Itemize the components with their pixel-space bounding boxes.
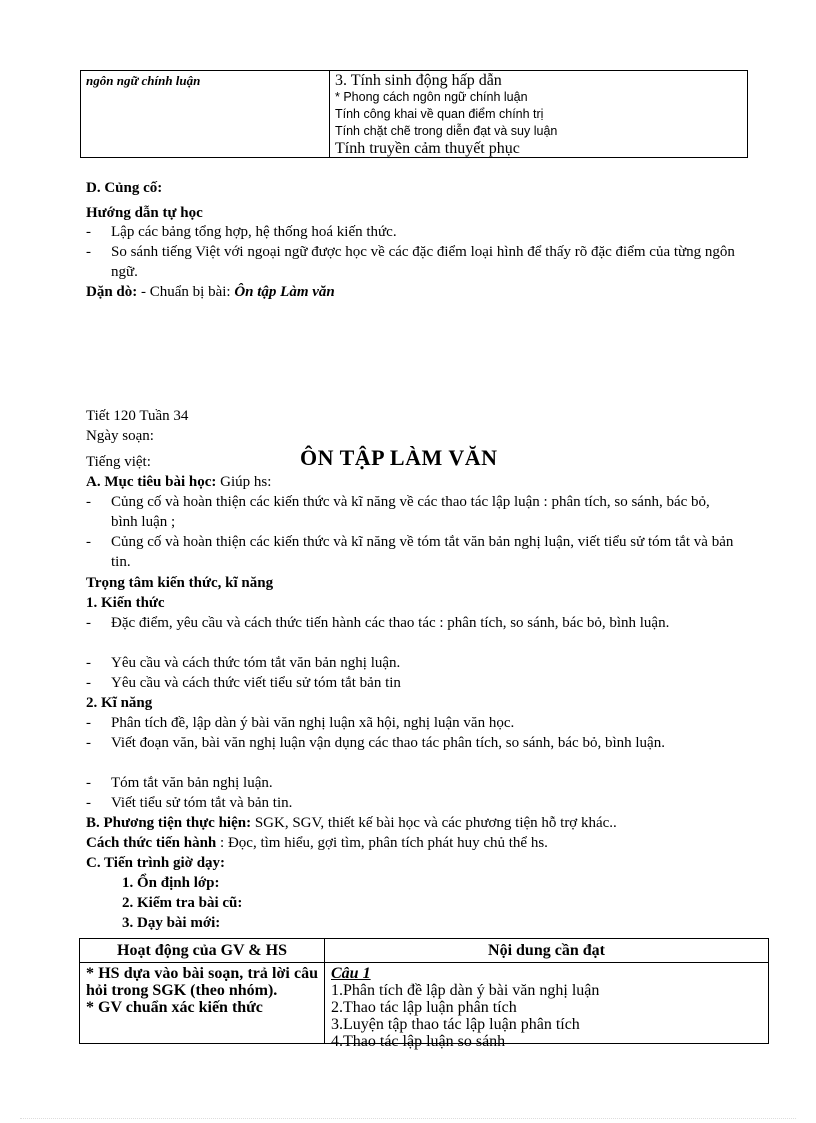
skills-bullet: - Viết đoạn văn, bài văn nghị luận vận dụng các thao tác phân tích, so sánh, bác bỏ, bình luận. bbox=[86, 735, 665, 751]
method-line: Cách thức tiến hành : Đọc, tìm hiểu, gợi tìm, phân tích phát huy chủ thể hs. bbox=[86, 835, 548, 851]
process-heading: C. Tiến trình giờ dạy: bbox=[86, 855, 226, 871]
content-heading: Câu 1 bbox=[331, 965, 371, 982]
activity-text: * HS dựa vào bài soạn, trả lời câu hỏi trong SGK (theo nhóm). bbox=[86, 965, 318, 999]
page-divider bbox=[20, 1118, 796, 1119]
content-line: 2.Thao tác lập luận phân tích bbox=[331, 999, 517, 1016]
knowledge-bullet: - Yêu cầu và cách thức viết tiểu sử tóm tắt bản tin bbox=[86, 675, 401, 691]
table-header: Hoạt động của GV & HS bbox=[80, 939, 325, 963]
top-table-left-cell: ngôn ngữ chính luận bbox=[81, 71, 330, 158]
step-item: 3. Dạy bài mới: bbox=[122, 915, 221, 931]
lesson-tiet: Tiết 120 Tuần 34 bbox=[86, 408, 189, 424]
guide-bullet: - So sánh tiếng Việt với ngoại ngữ được học về các đặc điểm loại hình để thấy rõ đặc điểm của từng ngôn ngữ. bbox=[86, 244, 735, 280]
top-table-line: 3. Tính sinh động hấp dẫn bbox=[335, 72, 502, 89]
skills-heading: 2. Kĩ năng bbox=[86, 695, 153, 711]
table-header: Nội dung cần đạt bbox=[325, 939, 769, 963]
knowledge-heading: 1. Kiến thức bbox=[86, 595, 165, 611]
skills-bullet: - Tóm tắt văn bản nghị luận. bbox=[86, 775, 273, 791]
means-line: B. Phương tiện thực hiện: SGK, SGV, thiết kế bài học và các phương tiện hỗ trợ khác.. bbox=[86, 815, 617, 831]
top-table-line: Tính chặt chẽ trong diễn đạt và suy luận bbox=[335, 124, 558, 138]
guide-bullet: - Lập các bảng tổng hợp, hệ thống hoá kiến thức. bbox=[86, 224, 397, 240]
activity-text: * GV chuẩn xác kiến thức bbox=[86, 999, 263, 1016]
content-line: 1.Phân tích đề lập dàn ý bài văn nghị luận bbox=[331, 982, 600, 999]
content-cell bbox=[325, 963, 769, 1050]
top-table-line: * Phong cách ngôn ngữ chính luận bbox=[335, 90, 528, 104]
page-title: ÔN TẬP LÀM VĂN bbox=[300, 445, 498, 470]
objective-bullet: - Củng cố và hoàn thiện các kiến thức và kĩ năng về các thao tác lập luận : phân tích, so sánh, bác bỏ, bình luận ; bbox=[86, 494, 710, 530]
guide-heading: Hướng dẫn tự học bbox=[86, 205, 203, 221]
top-table-line: Tính công khai về quan điểm chính trị bbox=[335, 107, 544, 121]
skills-bullet: - Viết tiểu sử tóm tắt và bản tin. bbox=[86, 795, 293, 811]
activity-cell bbox=[80, 963, 325, 1044]
knowledge-bullet: - Đặc điểm, yêu cầu và cách thức tiến hành các thao tác : phân tích, so sánh, bác bỏ, bình luận. bbox=[86, 615, 670, 631]
section-d-heading: D. Củng cố: bbox=[86, 180, 163, 196]
lesson-date: Ngày soạn: bbox=[86, 428, 154, 444]
objective-line: A. Mục tiêu bài học: Giúp hs: bbox=[86, 474, 272, 490]
dando-line: Dặn dò: - Chuẩn bị bài: Ôn tập Làm văn bbox=[86, 284, 335, 300]
content-line: 4.Thao tác lập luận so sánh bbox=[331, 1033, 506, 1050]
step-item: 2. Kiểm tra bài cũ: bbox=[122, 895, 243, 911]
knowledge-bullet: - Yêu cầu và cách thức tóm tắt văn bản nghị luận. bbox=[86, 655, 401, 671]
top-table-right-cell bbox=[330, 71, 748, 158]
focus-heading: Trọng tâm kiến thức, kĩ năng bbox=[86, 575, 274, 591]
activity-table bbox=[79, 938, 769, 1050]
content-line: 3.Luyện tập thao tác lập luận phân tích bbox=[331, 1016, 580, 1033]
top-table-line: Tính truyền cảm thuyết phục bbox=[335, 140, 520, 157]
lesson-subject: Tiếng việt: bbox=[86, 454, 151, 470]
objective-bullet: - Củng cố và hoàn thiện các kiến thức và kĩ năng về tóm tắt văn bản nghị luận, viết tiểu sử tóm tắt và bản tin. bbox=[86, 534, 734, 570]
step-item: 1. Ổn định lớp: bbox=[122, 875, 220, 891]
skills-bullet: - Phân tích đề, lập dàn ý bài văn nghị luận xã hội, nghị luận văn học. bbox=[86, 715, 515, 731]
top-table bbox=[80, 70, 748, 158]
